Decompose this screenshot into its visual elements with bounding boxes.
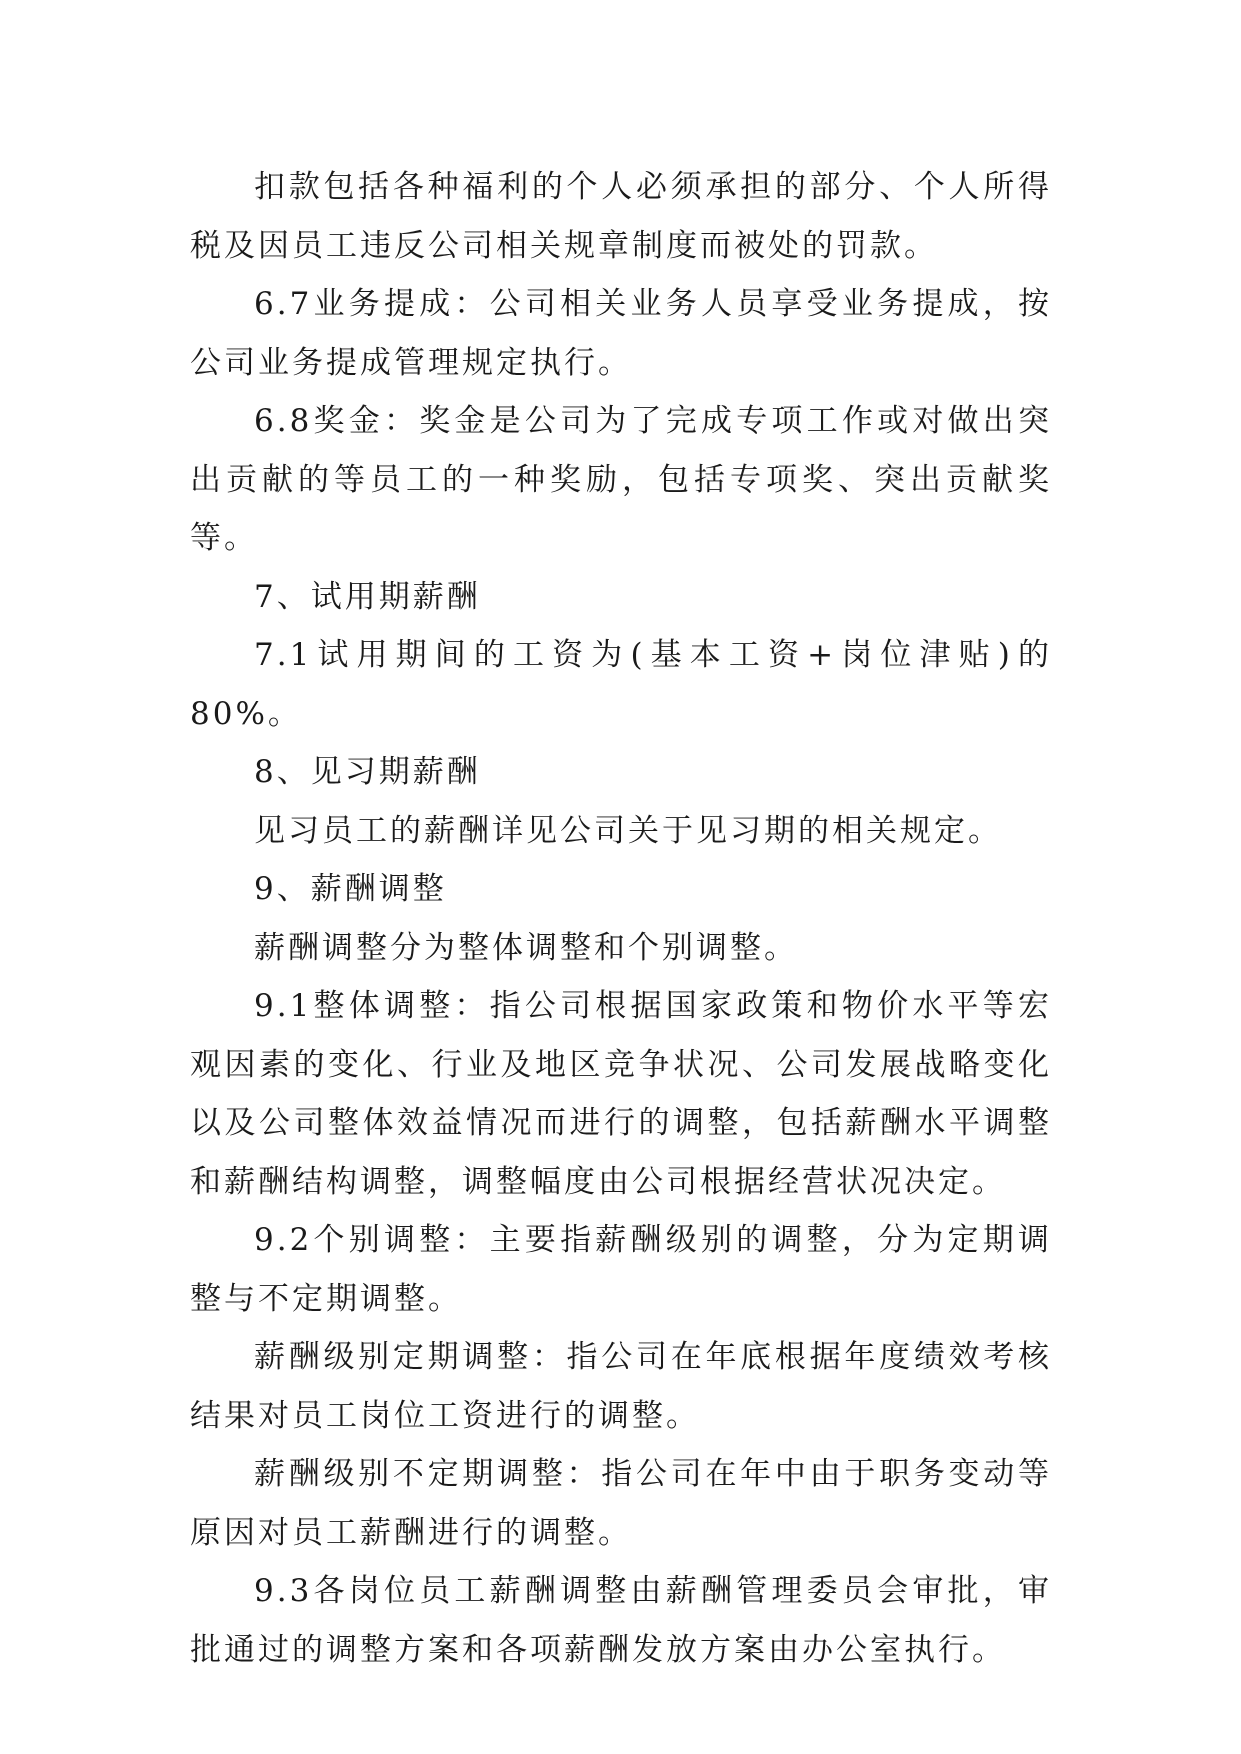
paragraph-6-7-business-commission: 6.7业务提成：公司相关业务人员享受业务提成，按公司业务提成管理规定执行。 [190,286,1052,381]
paragraph-adjustment-types: 薪酬调整分为整体调整和个别调整。 [254,929,798,966]
heading-8-internship-pay: 8、见习期薪酬 [254,754,481,790]
paragraph-irregular-adjustment: 薪酬级别不定期调整：指公司在年中由于职务变动等原因对员工薪酬进行的调整。 [190,1456,1052,1551]
paragraph-7-1-probation-wage: 7.1试用期间的工资为(基本工资+岗位津贴)的80%。 [190,637,1052,732]
paragraph-6-8-bonus: 6.8奖金：奖金是公司为了完成专项工作或对做出突出贡献的等员工的一种奖励，包括专项奖、突出贡献奖等。 [190,403,1052,556]
heading-7-probation-pay: 7、试用期薪酬 [254,578,481,615]
paragraph-9-3-approval: 9.3各岗位员工薪酬调整由薪酬管理委员会审批，审批通过的调整方案和各项薪酬发放方案由办公室执行。 [190,1573,1052,1668]
paragraph-9-2-individual-adjustment: 9.2个别调整：主要指薪酬级别的调整，分为定期调整与不定期调整。 [190,1222,1052,1317]
paragraph-9-1-overall-adjustment: 9.1整体调整：指公司根据国家政策和物价水平等宏观因素的变化、行业及地区竞争状况、公司发展战略变化以及公司整体效益情况而进行的调整，包括薪酬水平调整和薪酬结构调整，调整幅度由公司根据经营状况决定。 [190,988,1052,1200]
paragraph-deductions: 扣款包括各种福利的个人必须承担的部分、个人所得税及因员工违反公司相关规章制度而被处的罚款。 [190,169,1052,264]
paragraph-periodic-adjustment: 薪酬级别定期调整：指公司在年底根据年度绩效考核结果对员工岗位工资进行的调整。 [190,1339,1052,1434]
heading-9-pay-adjustment: 9、薪酬调整 [254,871,447,907]
document-body [190,158,1052,1679]
paragraph-internship-pay: 见习员工的薪酬详见公司关于见习期的相关规定。 [254,812,1002,849]
